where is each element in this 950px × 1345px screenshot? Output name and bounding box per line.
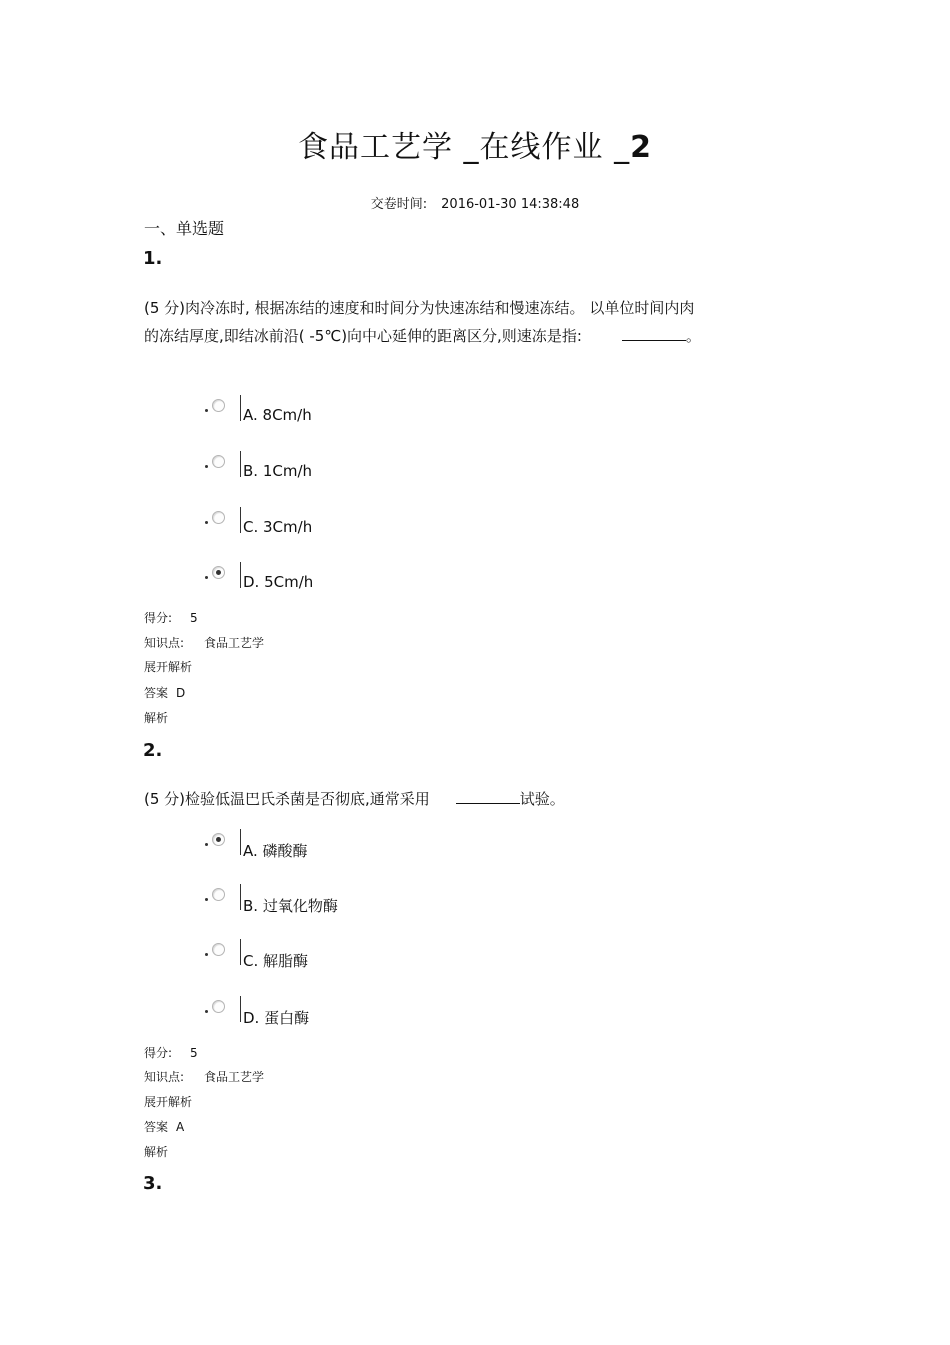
page-title-number: 2 xyxy=(630,130,652,165)
radio-button[interactable] xyxy=(212,888,225,901)
option-label: B. 过氧化物酶 xyxy=(243,897,338,915)
radio-button-selected[interactable] xyxy=(212,566,225,579)
question-1-expand-analysis[interactable]: 展开解析 xyxy=(144,660,193,674)
question-2-expand-analysis[interactable]: 展开解析 xyxy=(144,1095,193,1109)
question-2-answer: 答案 A xyxy=(144,1120,185,1134)
option-label: B. 1Cm/h xyxy=(243,462,313,480)
answer-blank xyxy=(456,787,520,804)
option-label: A. 8Cm/h xyxy=(243,406,312,424)
section-title: 一、单选题 xyxy=(144,219,225,238)
question-2-number: 2. xyxy=(143,740,163,761)
page-title-text: 食品工艺学 _在线作业 _ xyxy=(298,130,631,165)
radio-button[interactable] xyxy=(212,1000,225,1013)
question-1-analysis: 解析 xyxy=(144,711,169,725)
question-2-text: (5 分)检验低温巴氏杀菌是否彻底,通常采用 试验。 xyxy=(144,785,565,813)
option-label: A. 磷酸酶 xyxy=(243,842,308,860)
question-1-score: 得分: 5 xyxy=(144,611,198,625)
question-1-number: 1. xyxy=(143,248,163,269)
question-2-knowledge: 知识点: 食品工艺学 xyxy=(144,1070,265,1084)
question-1-text-line1: (5 分)肉冷冻时, 根据冻结的速度和时间分为快速冻结和慢速冻结。 以单位时间内肉 xyxy=(144,299,695,317)
question-1-text xyxy=(144,294,701,350)
radio-button[interactable] xyxy=(212,943,225,956)
radio-button[interactable] xyxy=(212,455,225,468)
option-label: C. 3Cm/h xyxy=(243,518,313,536)
radio-button[interactable] xyxy=(212,399,225,412)
question-2-score: 得分: 5 xyxy=(144,1046,198,1060)
radio-button[interactable] xyxy=(212,511,225,524)
question-1-text-line2: 的冻结厚度,即结冰前沿( -5℃)向中心延伸的距离区分,则速冻是指: 。 xyxy=(144,322,701,350)
option-label: D. 5Cm/h xyxy=(243,573,314,591)
submit-time-value: 2016-01-30 14:38:48 xyxy=(441,197,580,212)
question-1-answer: 答案 D xyxy=(144,686,186,700)
submit-time-label: 交卷时间: xyxy=(370,197,428,212)
question-3-number: 3. xyxy=(143,1173,163,1194)
page-title xyxy=(0,122,950,166)
radio-button-selected[interactable] xyxy=(212,833,225,846)
question-1-knowledge: 知识点: 食品工艺学 xyxy=(144,636,265,650)
question-2-analysis: 解析 xyxy=(144,1145,169,1159)
submit-time-line xyxy=(0,193,950,212)
option-label: C. 解脂酶 xyxy=(243,952,309,970)
option-label: D. 蛋白酶 xyxy=(243,1009,310,1027)
answer-blank xyxy=(622,324,686,341)
